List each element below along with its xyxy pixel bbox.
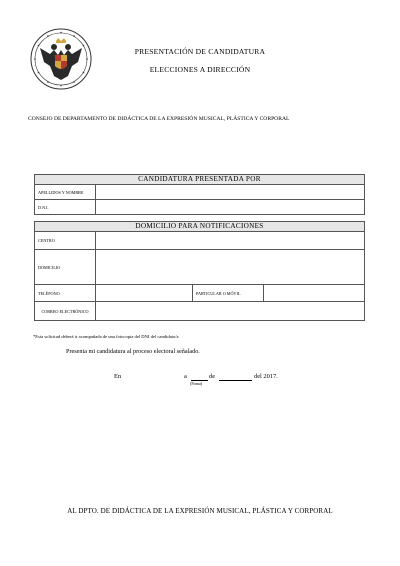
label-domicilio: DOMICILIO: [35, 250, 96, 285]
row-domicilio: [35, 250, 365, 285]
row-telefono: [35, 285, 365, 302]
footer-recipient: AL DPTO. DE DIDÁCTICA DE LA EXPRESIÓN MUSICAL, PLÁSTICA Y CORPORAL: [67, 507, 333, 515]
signature-a: a: [184, 373, 187, 380]
month-blank-line[interactable]: [219, 380, 252, 381]
label-correo: CORREO ELECTRÓNICO: [35, 302, 96, 321]
label-dni: D.N.I.: [35, 200, 96, 215]
row-dni: [35, 200, 365, 215]
row-apellidos: [35, 185, 365, 200]
signature-en: En: [114, 373, 122, 380]
candidate-table: [34, 174, 365, 215]
field-centro[interactable]: [96, 232, 365, 250]
title-elecciones: ELECCIONES A DIRECCIÓN: [149, 65, 251, 74]
row-centro: [35, 232, 365, 250]
section-title-candidatura: CANDIDATURA PRESENTADA POR: [35, 175, 365, 185]
row-correo: [35, 302, 365, 321]
field-correo[interactable]: [96, 302, 365, 321]
presenta-statement: Presenta mi candidatura al proceso electoral señalado.: [66, 348, 200, 355]
field-movil[interactable]: [264, 285, 365, 302]
signature-de: de: [209, 373, 216, 380]
university-seal-logo: [30, 28, 92, 90]
dni-note: *Esta solicitud deberá ir acompañada de una fotocopia del DNI del candidato/a: [33, 334, 179, 339]
field-apellidos[interactable]: [96, 185, 365, 200]
label-telefono: TELÉFONO: [35, 285, 96, 302]
field-dni[interactable]: [96, 200, 365, 215]
label-centro: CENTRO: [35, 232, 96, 250]
signature-year: del 2017.: [254, 373, 278, 380]
section-header-domicilio: [35, 222, 365, 232]
label-movil: PARTICULAR O MÓVIL: [193, 285, 264, 302]
signature-firma-label: (Firma): [190, 381, 203, 386]
address-table: [34, 221, 365, 321]
label-apellidos: APELLIDOS Y NOMBRE: [35, 185, 96, 200]
field-telefono[interactable]: [96, 285, 193, 302]
section-header-candidatura: [35, 175, 365, 185]
department-name: CONSEJO DE DEPARTAMENTO DE DIDÁCTICA DE LA EXPRESIÓN MUSICAL, PLÁSTICA Y CORPORAL: [28, 116, 290, 122]
field-domicilio[interactable]: [96, 250, 365, 285]
title-presentacion: PRESENTACIÓN DE CANDIDATURA: [134, 47, 266, 56]
section-title-domicilio: DOMICILIO PARA NOTIFICACIONES: [35, 222, 365, 232]
